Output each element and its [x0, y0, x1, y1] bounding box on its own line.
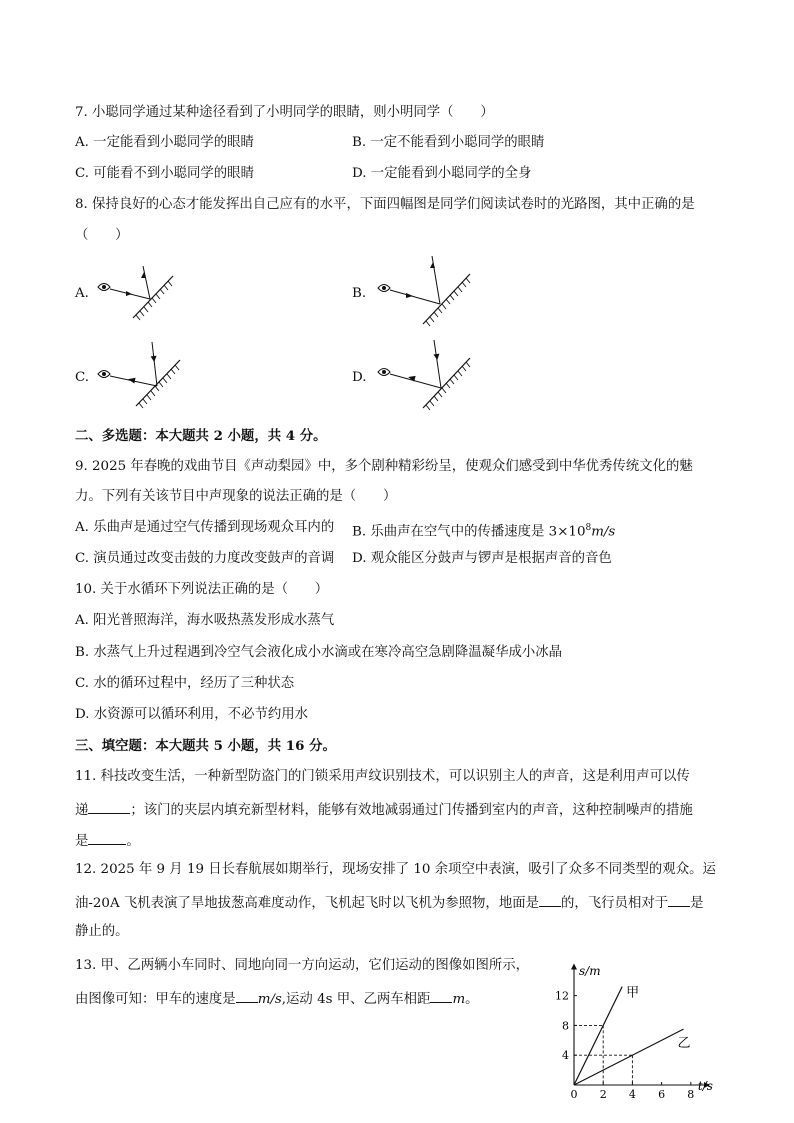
q7-stem: 7. 小聪同学通过某种途径看到了小明同学的眼睛，则小明同学（ ）	[75, 105, 494, 120]
q11-line2	[75, 799, 693, 820]
q9-stem-line1: 9. 2025 年春晚的戏曲节目《声动梨园》中，多个剧种精彩纷呈，使观众们感受到中华优秀传统文化的魅	[75, 459, 693, 474]
q8-label-c: C.	[75, 370, 90, 385]
q11-blank-1[interactable]	[88, 799, 130, 814]
q13-unit-1: m/s	[257, 992, 282, 1007]
q8-diagram-c	[88, 338, 188, 412]
q13-line2-b: ,运动 4s 甲、乙两车相距	[281, 992, 431, 1007]
q11-line3-start: 是	[75, 834, 89, 849]
q12-line3: 静止的。	[75, 924, 129, 939]
x-tick-label-8: 8	[687, 1088, 695, 1100]
q7-option-b: B. 一定不能看到小聪同学的眼睛	[352, 135, 545, 150]
q13-line2-a: 由图像可知：甲车的速度是	[75, 992, 236, 1007]
q13-line2	[75, 988, 479, 1009]
y-tick-label-4: 4	[562, 1049, 569, 1063]
q12-line2	[75, 892, 704, 913]
q10-stem: 10. 关于水循环下列说法正确的是（ ）	[75, 582, 329, 597]
q8-label-d: D.	[352, 370, 367, 385]
q12-blank-1[interactable]	[539, 892, 561, 907]
q11-blank-2[interactable]	[88, 830, 126, 845]
q13-blank-1[interactable]	[236, 988, 258, 1003]
q13-line2-end: 。	[465, 992, 479, 1007]
section-fill-in: 三、填空题：本大题共 5 小题，共 16 分。	[75, 738, 336, 754]
q9-stem-line2: 力。下列有关该节目中声现象的说法正确的是（ ）	[75, 489, 397, 504]
q11-line3	[75, 830, 140, 851]
q11-line2-start: 递	[75, 803, 89, 818]
q12-line2-a: 油-20A 飞机表演了旱地拔葱高难度动作，飞机起飞时以飞机为参照物，地面是	[75, 896, 539, 911]
q13-blank-2[interactable]	[430, 988, 452, 1003]
q8-label-b: B.	[352, 286, 367, 301]
q11-line1: 11. 科技改变生活，一种新型防盗门的门锁采用声纹识别技术，可以识别主人的声音，这是利用声可以传	[75, 769, 690, 784]
q8-stem: 8. 保持良好的心态才能发挥出自己应有的水平，下面四幅图是同学们阅读试卷时的光路图，其中正确的是	[75, 197, 695, 212]
q7-option-d: D. 一定能看到小聪同学的全身	[352, 166, 532, 181]
q10-option-c: C. 水的循环过程中，经历了三种状态	[75, 676, 295, 691]
q11-line2-rest: ；该门的夹层内填充新型材料，能够有效地减弱通过门传播到室内的声音，这种控制噪声的措施	[130, 803, 693, 818]
x-axis-label: t/s	[697, 1079, 713, 1093]
series-line-jia	[574, 987, 622, 1085]
x-tick-label-0: 0	[570, 1088, 578, 1100]
series-label-yi: 乙	[677, 1036, 691, 1052]
q13-line1: 13. 甲、乙两辆小车同时、同地向同一方向运动，它们运动的图像如图所示，	[75, 958, 530, 973]
q11-line3-end: 。	[126, 834, 140, 849]
y-axis-arrow	[571, 964, 577, 970]
q8-diagram-a	[88, 258, 188, 328]
y-tick-label-8: 8	[562, 1019, 569, 1033]
q9-option-b-unit: m/s	[591, 524, 616, 540]
q9-option-b-exponent: 8	[585, 523, 592, 533]
y-axis-label: s/m	[579, 964, 601, 979]
section-multiple-choice: 二、多选题：本大题共 2 小题，共 4 分。	[75, 428, 327, 444]
q9-option-b	[352, 519, 615, 541]
q10-option-d: D. 水资源可以循环利用，不必节约用水	[75, 707, 309, 722]
q8-label-a: A.	[75, 286, 89, 301]
y-tick-label-12: 12	[555, 989, 569, 1003]
q10-option-a: A. 阳光普照海洋，海水吸热蒸发形成水蒸气	[75, 613, 335, 628]
q12-line2-b: 的，飞行员相对于	[561, 896, 669, 911]
q12-line2-c: 是	[690, 896, 704, 911]
q12-blank-2[interactable]	[668, 892, 690, 907]
q8-stem-bracket: （ ）	[75, 228, 129, 243]
x-tick-label-2: 2	[599, 1088, 607, 1100]
q9-option-c: C. 演员通过改变击鼓的力度改变鼓声的音调	[75, 551, 335, 566]
q9-option-b-text: B. 乐曲声在空气中的传播速度是 3×10	[352, 524, 586, 540]
q13-st-chart	[545, 950, 755, 1100]
q8-diagram-d	[368, 336, 478, 414]
q10-option-b: B. 水蒸气上升过程遇到冷空气会液化成小水滴或在寒冷高空急剧降温凝华成小冰晶	[75, 645, 563, 660]
q13-unit-2: m	[452, 992, 466, 1007]
q8-diagram-b	[368, 252, 478, 330]
q9-option-d: D. 观众能区分鼓声与锣声是根据声音的音色	[352, 551, 612, 566]
x-tick-label-6: 6	[658, 1088, 666, 1100]
q9-option-a: A. 乐曲声是通过空气传播到现场观众耳内的	[75, 520, 335, 535]
series-line-yi	[574, 1029, 684, 1085]
q7-option-c: C. 可能看不到小聪同学的眼睛	[75, 166, 254, 181]
series-label-jia: 甲	[626, 985, 640, 1001]
q7-option-a: A. 一定能看到小聪同学的眼睛	[75, 135, 254, 150]
x-tick-label-4: 4	[628, 1088, 636, 1100]
q12-line1: 12. 2025 年 9 月 19 日长春航展如期举行，现场安排了 10 余项空中表演，吸引了众多不同类型的观众。运	[75, 862, 716, 877]
